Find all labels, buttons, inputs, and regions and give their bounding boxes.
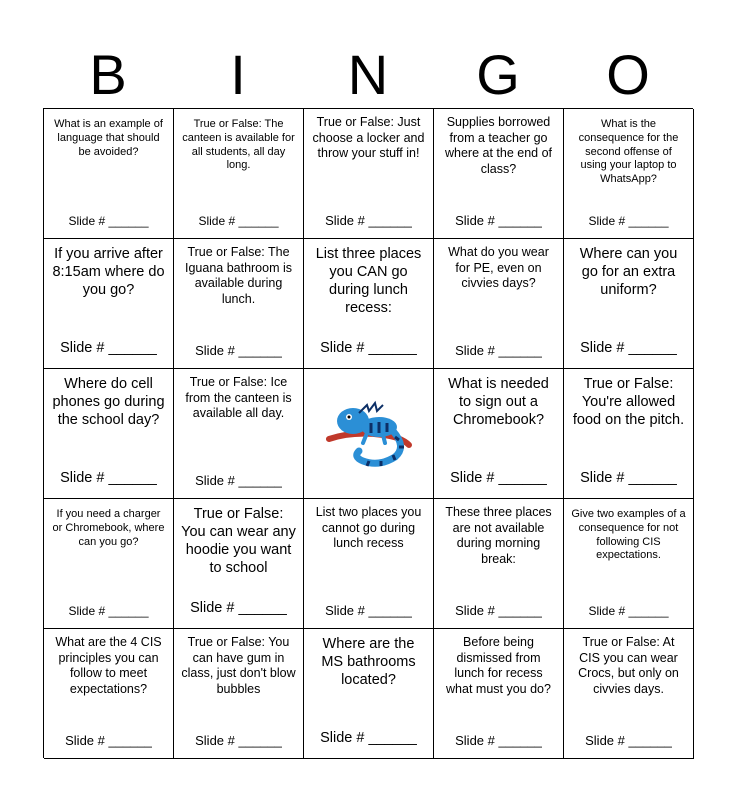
bingo-cell[interactable] [434,499,564,629]
slide-number-blank: Slide # ______ [320,340,417,356]
cell-question: These three places are not available during morning break: [445,505,552,566]
slide-number-blank: Slide # ______ [198,214,279,228]
slide-number-blank: Slide # ______ [195,343,282,358]
slide-number-blank: Slide # ______ [190,600,287,616]
cell-question: True or False: Just choose a locker and throw your stuff in! [312,115,425,161]
cell-question: What is needed to sign out a Chromebook? [448,376,549,429]
bingo-grid [43,108,693,758]
slide-number-blank: Slide # ______ [580,340,677,356]
cell-question: If you need a charger or Chromebook, where can you go? [52,508,165,548]
cell-question: True or False: The Iguana bathroom is available during lunch. [184,245,292,306]
cell-question: True or False: Ice from the canteen is available all day. [185,375,292,421]
cell-question: List two places you cannot go during lunch recess [315,505,422,551]
bingo-cell[interactable] [434,369,564,499]
cell-question: Before being dismissed from lunch for recess what must you do? [446,635,551,696]
bingo-cell[interactable] [564,109,694,239]
cell-question: If you arrive after 8:15am where do you go? [52,246,165,299]
slide-number-blank: Slide # ______ [588,214,669,228]
iguana-icon [323,387,415,471]
slide-number-blank: Slide # ______ [325,213,412,228]
bingo-cell[interactable] [174,499,304,629]
slide-number-blank: Slide # ______ [585,733,672,748]
bingo-cell[interactable] [304,109,434,239]
cell-question: List three places you CAN go during lunch recess: [315,246,422,317]
header-letter-i: I [230,43,246,106]
cell-question: True or False: The canteen is available for all students, all day long. [182,118,295,172]
slide-number-blank: Slide # ______ [60,340,157,356]
slide-number-blank: Slide # ______ [68,604,149,618]
header-letter-b: B [89,43,127,106]
cell-question: Where are the MS bathrooms located? [321,636,416,689]
bingo-cell[interactable] [434,239,564,369]
slide-number-blank: Slide # ______ [588,604,669,618]
slide-number-blank: Slide # ______ [60,470,157,486]
bingo-cell[interactable] [174,239,304,369]
cell-question: What are the 4 CIS principles you can follow to meet expectations? [55,635,162,696]
header-letter-o: O [606,43,650,106]
cell-question: Where can you go for an extra uniform? [579,246,678,299]
slide-number-blank: Slide # ______ [320,730,417,746]
slide-number-blank: Slide # ______ [68,214,149,228]
cell-question: Supplies borrowed from a teacher go where at the end of class? [444,115,553,176]
header-letter-g: G [476,43,520,106]
slide-number-blank: Slide # ______ [450,470,547,486]
bingo-cell[interactable] [174,629,304,759]
slide-number-blank: Slide # ______ [455,343,542,358]
cell-question: True or False: You can wear any hoodie you want to school [181,506,296,577]
slide-number-blank: Slide # ______ [195,733,282,748]
bingo-cell[interactable] [564,629,694,759]
bingo-cell[interactable] [304,239,434,369]
cell-question: True or False: At CIS you can wear Crocs, but only on civvies days. [578,635,679,696]
bingo-cell[interactable] [434,629,564,759]
slide-number-blank: Slide # ______ [580,470,677,486]
bingo-cell[interactable] [44,629,174,759]
cell-question: Where do cell phones go during the school day? [52,376,165,429]
bingo-cell[interactable] [564,239,694,369]
slide-number-blank: Slide # ______ [455,213,542,228]
bingo-cell[interactable] [304,499,434,629]
bingo-cell[interactable] [564,499,694,629]
cell-question: Give two examples of a consequence for not following CIS expectations. [571,508,686,562]
slide-number-blank: Slide # ______ [325,603,412,618]
cell-question: What is the consequence for the second offense of using your laptop to WhatsApp? [578,118,679,185]
slide-number-blank: Slide # ______ [65,733,152,748]
bingo-cell[interactable] [174,109,304,239]
free-space-cell[interactable] [304,369,434,499]
cell-question: True or False: You can have gum in class, just don't blow bubbles [181,635,296,696]
cell-question: What is an example of language that should be avoided? [54,118,163,158]
cell-question: True or False: You're allowed food on the pitch. [572,376,685,429]
bingo-cell[interactable] [44,239,174,369]
slide-number-blank: Slide # ______ [455,733,542,748]
bingo-cell[interactable] [434,109,564,239]
bingo-cell[interactable] [44,369,174,499]
bingo-header [43,42,693,108]
bingo-cell[interactable] [304,629,434,759]
slide-number-blank: Slide # ______ [455,603,542,618]
bingo-cell[interactable] [44,499,174,629]
bingo-cell[interactable] [564,369,694,499]
header-letter-n: N [347,43,389,106]
bingo-cell[interactable] [174,369,304,499]
cell-question: What do you wear for PE, even on civvies days? [448,245,549,291]
slide-number-blank: Slide # ______ [195,473,282,488]
bingo-cell[interactable] [44,109,174,239]
